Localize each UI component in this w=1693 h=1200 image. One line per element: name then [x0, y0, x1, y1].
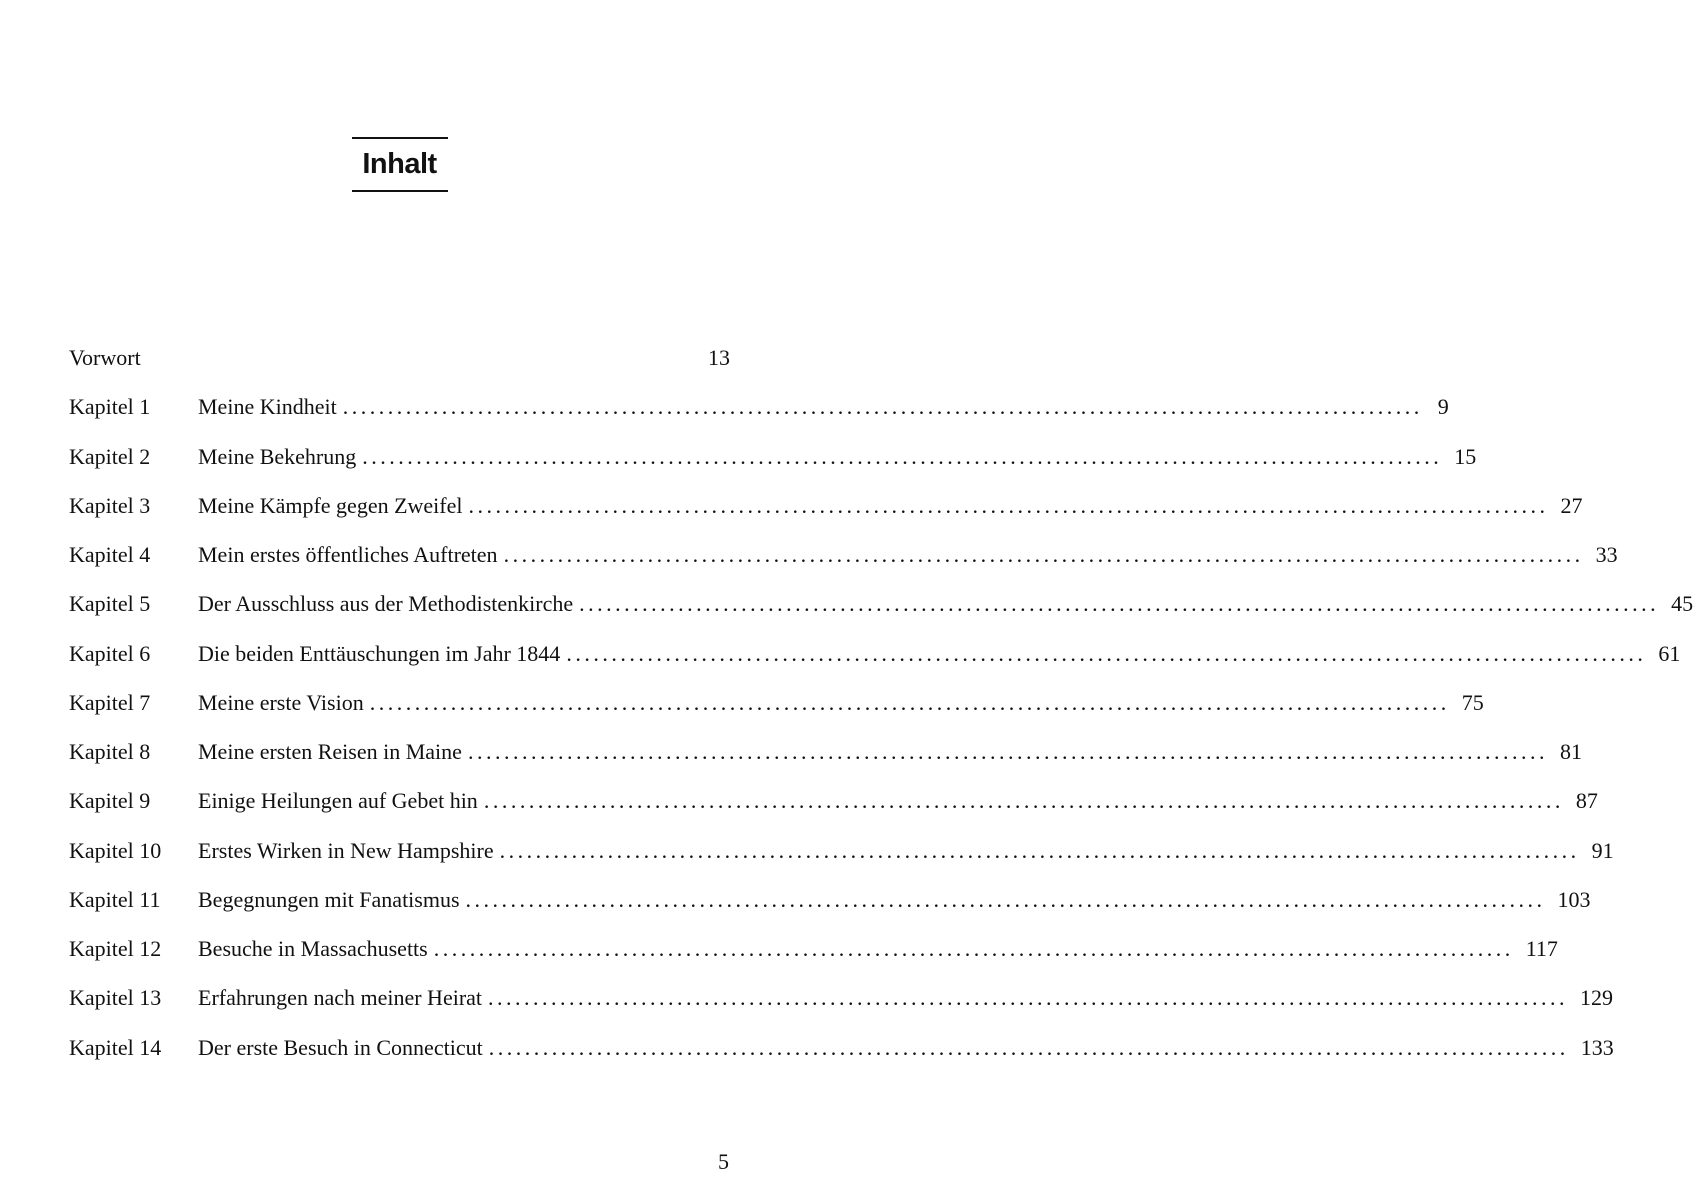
- toc-row[interactable]: [69, 833, 1614, 882]
- toc-row[interactable]: [69, 488, 1583, 537]
- toc-chapter-label: Kapitel 3: [69, 492, 151, 518]
- toc-page-number: 87: [1575, 788, 1598, 814]
- toc-chapter-title: Erstes Wirken in New Hampshire: [198, 837, 494, 863]
- toc-page-number: 103: [1557, 886, 1591, 912]
- toc-chapter-label: Kapitel 10: [69, 837, 162, 863]
- toc-page-number: 27: [1560, 492, 1583, 518]
- toc-page-number: 45: [1671, 591, 1693, 617]
- toc-page-number: 61: [1658, 640, 1681, 666]
- toc-entry: [198, 931, 1558, 967]
- toc-row[interactable]: [69, 586, 1693, 635]
- toc-entry: [69, 340, 730, 376]
- title-rule-bottom: [352, 190, 448, 192]
- toc-chapter-title: Meine Kämpfe gegen Zweifel: [198, 492, 463, 518]
- toc-chapter-label: Kapitel 14: [69, 1034, 162, 1060]
- page-number: 5: [718, 1149, 729, 1174]
- toc-entry: [198, 833, 1614, 869]
- toc-dot-leader: ........................................................................................................................: [467, 739, 1548, 764]
- toc-page-number: 133: [1580, 1034, 1614, 1060]
- toc-chapter-label: Kapitel 11: [69, 886, 161, 912]
- toc-entry: [198, 734, 1582, 770]
- toc-dot-leader: ........................................................................................................................: [468, 492, 1549, 518]
- toc-dot-leader: ........................................................................................................................: [499, 837, 1580, 863]
- toc-page-number: 9: [1437, 394, 1449, 420]
- toc-page-number: 15: [1454, 443, 1477, 469]
- toc-chapter-label: Kapitel 6: [69, 640, 151, 666]
- toc-dot-leader: ........................................................................................................................: [579, 591, 1660, 617]
- toc-page-number: 33: [1595, 542, 1618, 567]
- toc-row[interactable]: [69, 931, 1558, 980]
- toc-chapter-title: Der erste Besuch in Connecticut: [198, 1034, 483, 1060]
- toc-chapter-title: Begegnungen mit Fanatismus: [198, 886, 460, 912]
- toc-chapter-title: Der Ausschluss aus der Methodistenkirche: [198, 591, 574, 617]
- toc-chapter-title: Besuche in Massachusetts: [198, 936, 428, 961]
- toc-chapter-title: Meine Bekehrung: [198, 443, 357, 469]
- toc-dot-leader: ........................................................................................................................: [488, 1034, 1569, 1060]
- toc-page-number: 81: [1559, 739, 1582, 764]
- toc-row-preface[interactable]: [69, 340, 730, 389]
- toc-row[interactable]: [69, 980, 1614, 1029]
- toc-chapter-label: Kapitel 7: [69, 689, 151, 715]
- toc-dot-leader: ........................................................................................................................: [465, 886, 1546, 912]
- toc-entry: [198, 439, 1477, 475]
- toc-dot-leader: ........................................................................................................................: [503, 542, 1584, 567]
- title-rule-top: [352, 137, 448, 139]
- toc-row[interactable]: [69, 734, 1582, 783]
- toc-dot-leader: ........................................................................................................................: [566, 640, 1647, 666]
- toc-entry: [198, 537, 1618, 573]
- toc-chapter-label: Kapitel 5: [69, 591, 151, 617]
- toc-row[interactable]: [69, 439, 1477, 488]
- toc-dot-leader: ........................................................................................................................: [362, 443, 1443, 469]
- page-title: Inhalt: [362, 148, 437, 180]
- toc-chapter-title: Meine erste Vision: [198, 689, 364, 715]
- toc-chapter-list: [69, 389, 1693, 1079]
- toc-row[interactable]: [69, 389, 1449, 438]
- toc-entry: [198, 636, 1681, 672]
- toc-row[interactable]: [69, 636, 1681, 685]
- toc-entry: [198, 488, 1583, 524]
- toc-page-number: 75: [1461, 689, 1484, 715]
- toc-entry: [198, 389, 1449, 425]
- toc-chapter-title: Die beiden Enttäuschungen im Jahr 1844: [198, 640, 561, 666]
- toc-entry: [198, 685, 1484, 721]
- toc-dot-leader: ........................................................................................................................: [342, 394, 1423, 420]
- toc-dot-leader: ........................................................................................................................: [483, 788, 1564, 814]
- toc-entry: [198, 1030, 1614, 1066]
- toc-chapter-label: Kapitel 2: [69, 443, 151, 469]
- toc-chapter-title: Meine Kindheit: [198, 394, 337, 420]
- toc-chapter-title: Meine ersten Reisen in Maine: [198, 739, 462, 764]
- title-block: [0, 137, 799, 192]
- toc-chapter-label: Kapitel 9: [69, 788, 151, 814]
- toc-chapter-title: Mein erstes öffentliches Auftreten: [198, 542, 498, 567]
- toc-page-number: 129: [1580, 985, 1614, 1011]
- toc-chapter-label: Kapitel 13: [69, 985, 162, 1011]
- toc-chapter-label: Kapitel 12: [69, 936, 162, 961]
- toc-preface-label: Vorwort: [69, 345, 141, 370]
- table-of-contents: [69, 340, 1693, 1079]
- toc-row[interactable]: [69, 537, 1618, 586]
- toc-dot-leader: ........................................................................................................................: [433, 936, 1514, 961]
- toc-page-number: 117: [1525, 936, 1558, 961]
- toc-entry: [198, 783, 1598, 819]
- toc-chapter-label: Kapitel 4: [69, 542, 151, 567]
- toc-entry: [198, 980, 1614, 1016]
- toc-row[interactable]: [69, 1030, 1614, 1079]
- toc-chapter-title: Einige Heilungen auf Gebet hin: [198, 788, 478, 814]
- toc-entry: [198, 586, 1693, 622]
- toc-row[interactable]: [69, 882, 1591, 931]
- toc-row[interactable]: [69, 685, 1484, 734]
- toc-page-number: 91: [1591, 837, 1614, 863]
- toc-dot-leader: ........................................................................................................................: [488, 985, 1569, 1011]
- toc-page-number: 13: [708, 345, 730, 370]
- toc-chapter-label: Kapitel 1: [69, 394, 151, 420]
- toc-chapter-title: Erfahrungen nach meiner Heirat: [198, 985, 483, 1011]
- toc-row[interactable]: [69, 783, 1598, 832]
- toc-chapter-label: Kapitel 8: [69, 739, 151, 764]
- toc-entry: [198, 882, 1591, 918]
- toc-dot-leader: ........................................................................................................................: [369, 689, 1450, 715]
